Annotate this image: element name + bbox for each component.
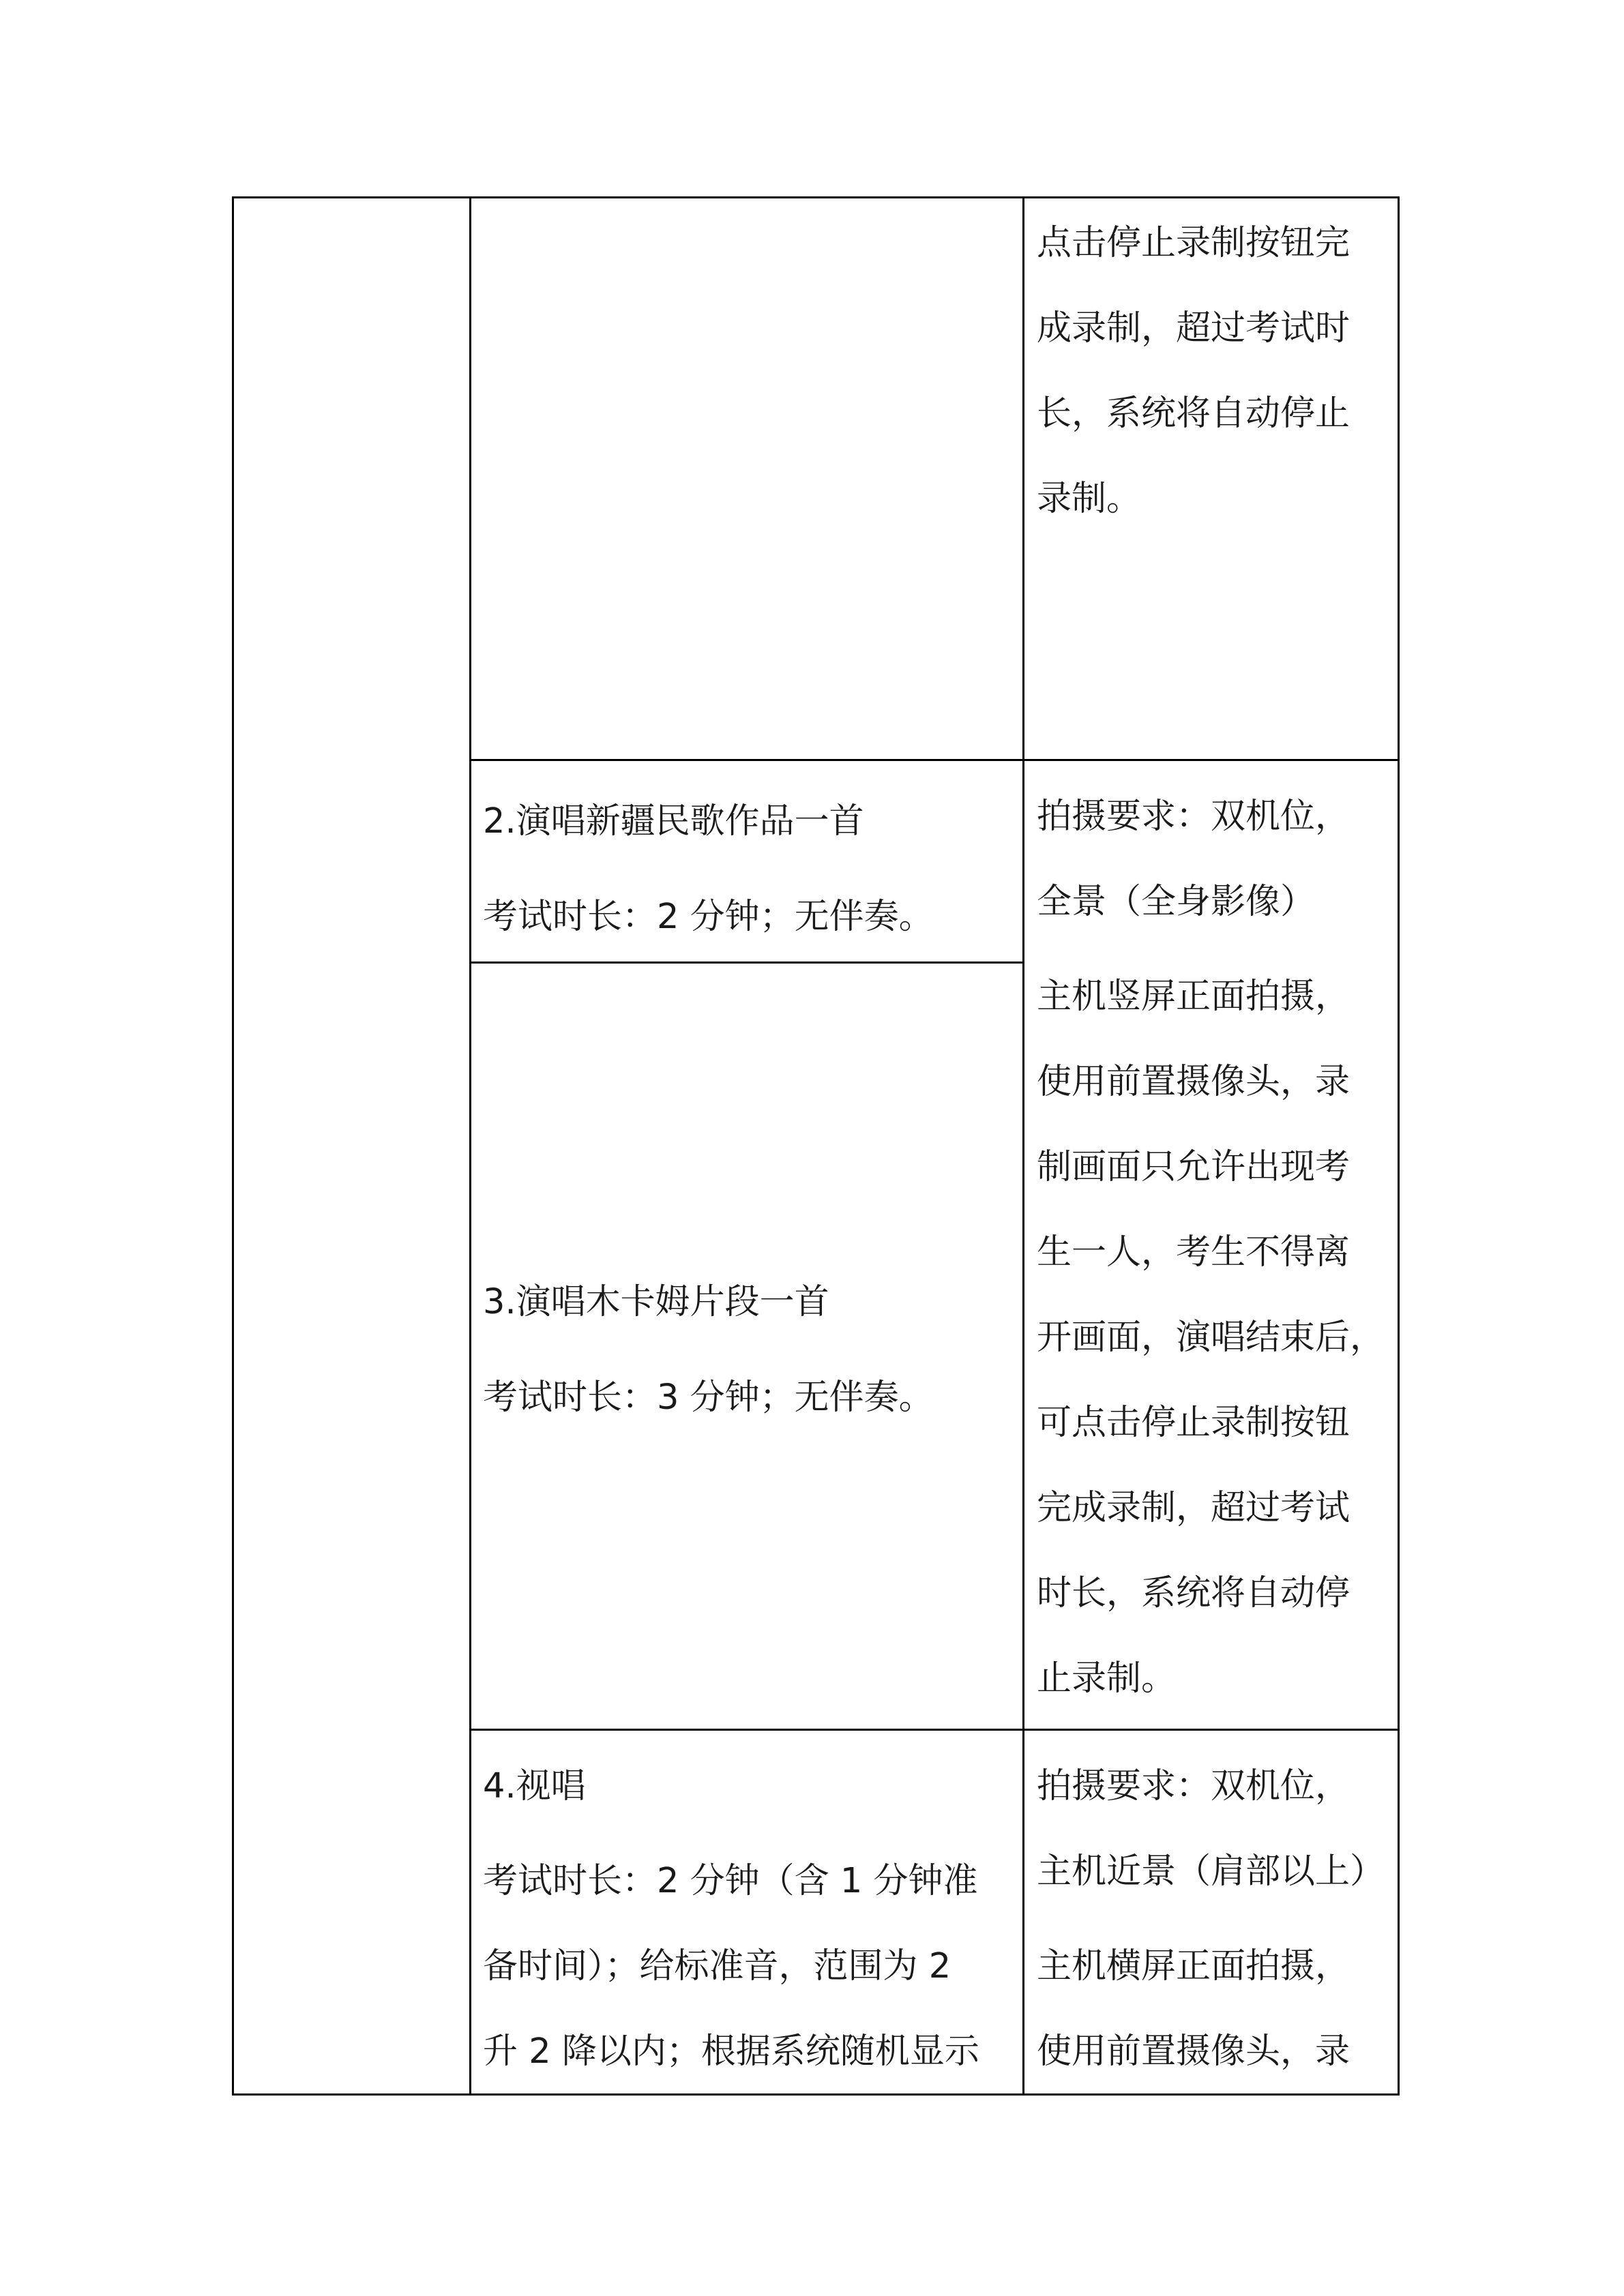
table-right-border — [1398, 196, 1400, 2096]
cell-line: 完成录制，超过考试 — [1037, 1488, 1350, 1528]
item-title: 4.视唱 — [483, 1766, 586, 1806]
cell-line: 使用前置摄像头，录 — [1037, 1062, 1350, 1102]
table-top-border — [232, 196, 1400, 198]
column-divider-1 — [469, 196, 471, 2096]
cell-line: 制画面只允许出现考 — [1037, 1147, 1350, 1187]
cell-line: 备时间）；给标准音，范围为 2 — [483, 1946, 951, 1986]
cell-line: 开画面，演唱结束后， — [1037, 1317, 1385, 1358]
cell-line: 主机竖屏正面拍摄， — [1037, 976, 1350, 1017]
cell-line: 时长，系统将自动停 — [1037, 1573, 1350, 1613]
row4-middle-cell — [483, 1744, 979, 2094]
cell-line: 点击停止录制按钮完 — [1037, 223, 1350, 263]
cell-line: 长，系统将自动停止 — [1037, 393, 1350, 434]
cell-line: 升 2 降以内；根据系统随机显示 — [483, 2031, 979, 2072]
cell-line: 主机横屏正面拍摄， — [1037, 1946, 1350, 1986]
cell-line: 可点击停止录制按钮 — [1037, 1403, 1350, 1443]
item-duration: 考试时长：2 分钟；无伴奏。 — [483, 897, 934, 937]
row1-right-cell — [1037, 200, 1350, 541]
cell-line: 止录制。 — [1037, 1658, 1177, 1699]
column-divider-2 — [1022, 196, 1024, 2096]
row3-middle-cell — [483, 1255, 934, 1446]
cell-line: 生一人，考生不得离 — [1037, 1232, 1350, 1272]
table-left-border — [232, 196, 234, 2096]
cell-line: 主机近景（肩部以上） — [1037, 1851, 1385, 1892]
row2-right-cell — [1037, 774, 1385, 1721]
cell-line: 成录制，超过考试时 — [1037, 308, 1350, 348]
row4-right-cell — [1037, 1744, 1385, 2094]
cell-line: 拍摄要求：双机位， — [1037, 1766, 1350, 1806]
cell-line: 全景（全身影像） — [1037, 882, 1316, 922]
row-divider-3 — [469, 1729, 1400, 1731]
cell-line: 使用前置摄像头，录 — [1037, 2031, 1350, 2072]
cell-line: 录制。 — [1037, 479, 1142, 519]
row2-middle-cell — [483, 774, 934, 965]
item-title: 3.演唱木卡姆片段一首 — [483, 1282, 829, 1322]
item-title: 2.演唱新疆民歌作品一首 — [483, 801, 864, 841]
row-divider-1 — [469, 759, 1400, 761]
cell-line: 考试时长：2 分钟（含 1 分钟准 — [483, 1861, 978, 1901]
cell-line: 拍摄要求：双机位， — [1037, 796, 1350, 837]
item-duration: 考试时长：3 分钟；无伴奏。 — [483, 1377, 934, 1418]
